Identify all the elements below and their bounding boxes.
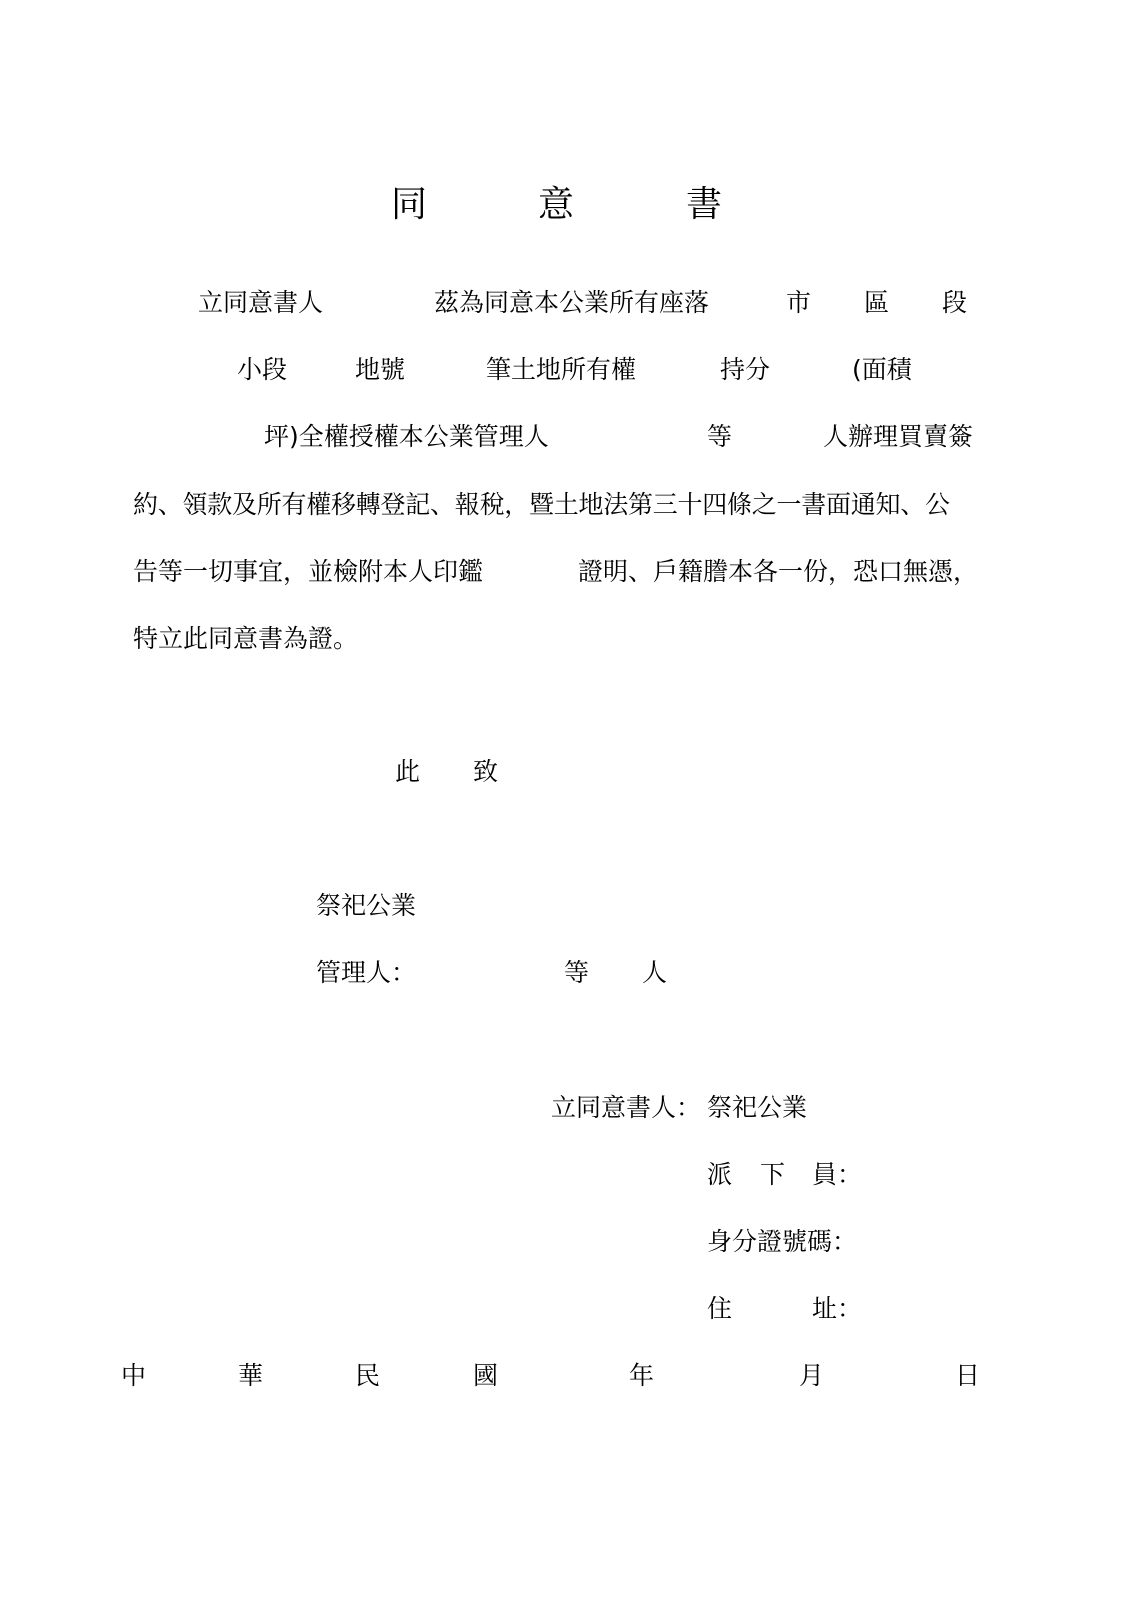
addressee-zhi: 致 xyxy=(473,757,499,786)
body-line3-deng: 等 xyxy=(707,422,733,451)
signatory-descendant-3: 員： xyxy=(812,1160,863,1189)
date-char-year: 年 xyxy=(629,1361,655,1390)
body-line5-a: 告等一切事宜，並檢附本人印鑑 xyxy=(133,557,484,586)
body-line5-b: 證明、戶籍謄本各一份，恐口無憑， xyxy=(578,557,979,586)
body-line4: 約、領款及所有權移轉登記、報稅，暨土地法第三十四條之一書面通知、公 xyxy=(133,490,950,519)
signatory-org: 祭祀公業 xyxy=(707,1093,808,1122)
date-char-hua: 華 xyxy=(238,1361,264,1390)
body-line2-lot: 地號 xyxy=(355,355,406,384)
body-line2-subsection: 小段 xyxy=(237,355,288,384)
recipient-deng: 等 xyxy=(564,958,590,987)
signatory-descendant-2: 下 xyxy=(760,1160,786,1189)
signatory-address-1: 住 xyxy=(707,1294,733,1323)
recipient-ren: 人 xyxy=(642,958,668,987)
recipient-org: 祭祀公業 xyxy=(316,891,417,920)
body-line6: 特立此同意書為證。 xyxy=(133,624,359,653)
date-char-guo: 國 xyxy=(473,1361,499,1390)
body-line1-consenter: 立同意書人 xyxy=(198,288,324,317)
addressee-ci: 此 xyxy=(395,757,421,786)
recipient-manager-label: 管理人： xyxy=(316,958,417,987)
title-char-1: 同 xyxy=(391,184,428,225)
body-line1-city: 市 xyxy=(786,288,812,317)
signatory-address-2: 址： xyxy=(812,1294,863,1323)
date-char-min: 民 xyxy=(355,1361,381,1390)
body-line2-ownership: 筆土地所有權 xyxy=(486,355,637,384)
signatory-label: 立同意書人： xyxy=(551,1093,702,1122)
body-line2-area: (面積 xyxy=(852,355,912,384)
date-char-day: 日 xyxy=(955,1361,981,1390)
body-line1-section: 段 xyxy=(942,288,968,317)
title-char-3: 書 xyxy=(686,184,723,225)
body-line2-share: 持分 xyxy=(720,355,771,384)
signatory-id-label: 身分證號碼： xyxy=(707,1227,858,1256)
signatory-descendant-1: 派 xyxy=(707,1160,733,1189)
body-line3-authorize: 坪)全權授權本公業管理人 xyxy=(264,422,549,451)
date-char-zhong: 中 xyxy=(121,1361,147,1390)
body-line1-district: 區 xyxy=(864,288,890,317)
date-char-month: 月 xyxy=(799,1361,825,1390)
body-line3-handle: 人辦理買賣簽 xyxy=(823,422,974,451)
body-line1-statement: 茲為同意本公業所有座落 xyxy=(434,288,710,317)
title-char-2: 意 xyxy=(538,184,575,225)
